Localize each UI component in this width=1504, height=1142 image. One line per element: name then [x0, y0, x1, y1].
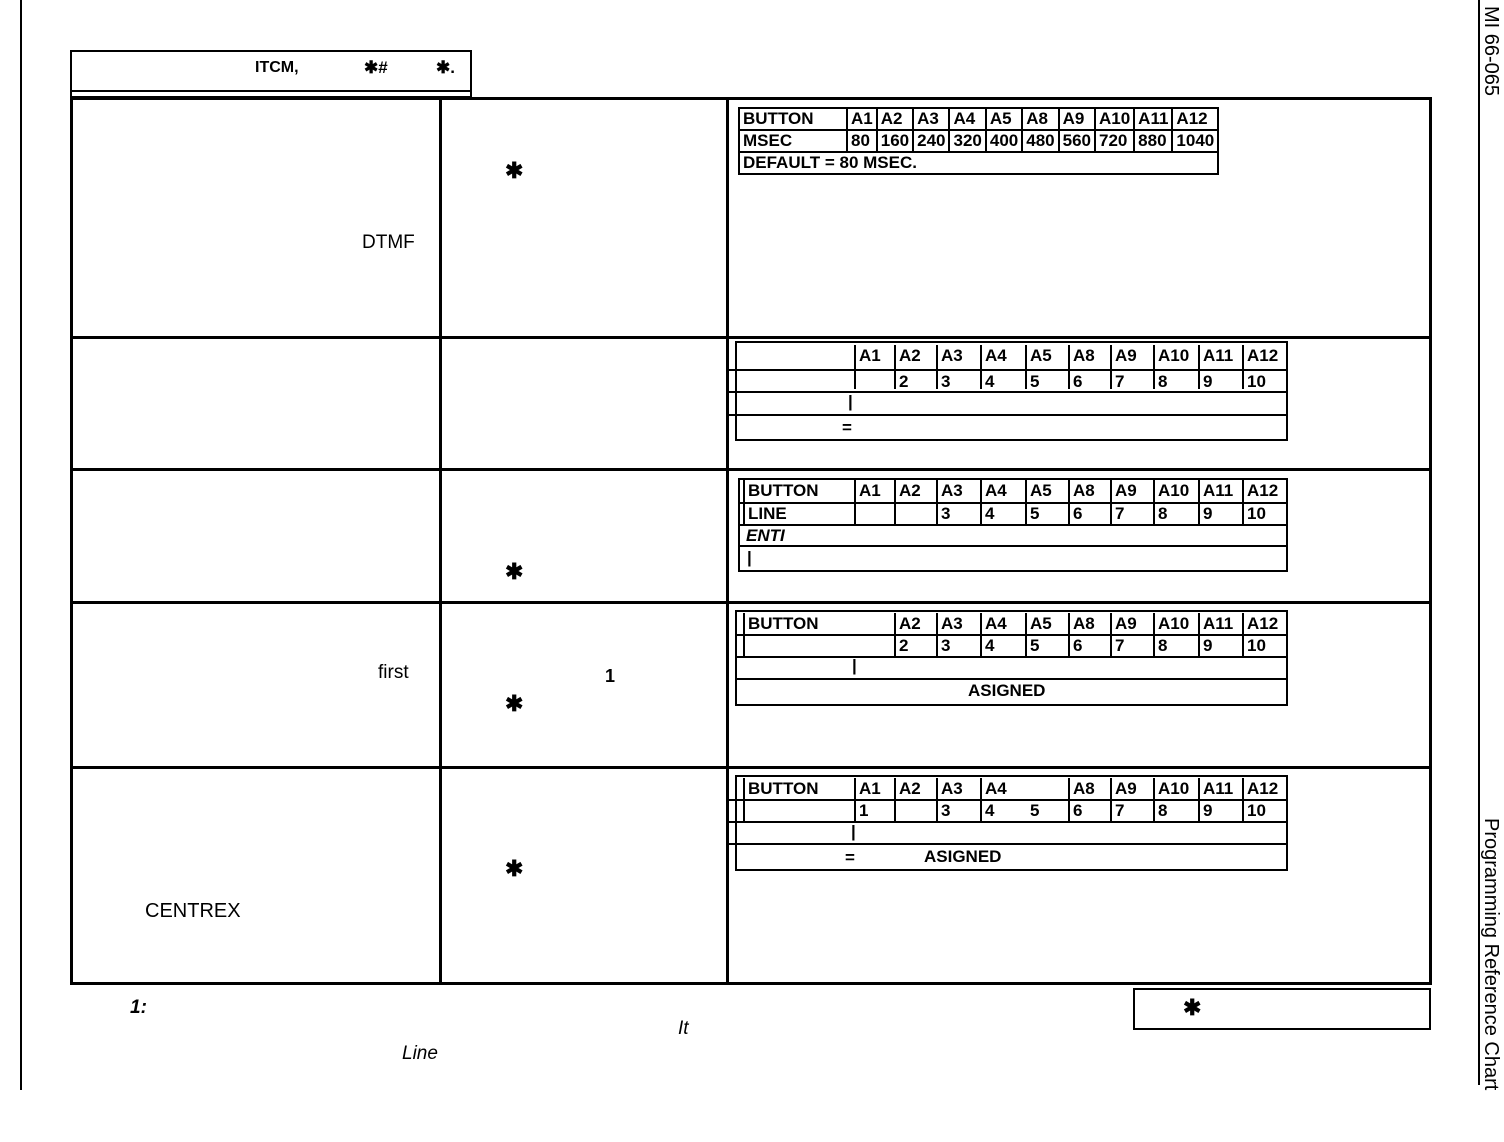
row5-value-0: 1 — [859, 801, 869, 820]
row4-header-8: A11 — [1203, 614, 1234, 633]
r1-v6: 480 — [1022, 130, 1058, 152]
row2-value-7: 9 — [1203, 372, 1213, 391]
row5-header-8: A11 — [1203, 779, 1234, 798]
row2-bar: | — [848, 392, 853, 411]
row3-value-2: 5 — [1030, 504, 1040, 523]
note-it: It — [678, 1018, 689, 1039]
row3-header-10: A12 — [1247, 481, 1279, 500]
row4-bar: | — [852, 656, 857, 675]
footnote-box-top — [1133, 988, 1431, 990]
row5-separator-7 — [1153, 778, 1155, 822]
row4-separator-5 — [1068, 613, 1070, 657]
row2-header-6: A9 — [1115, 346, 1137, 365]
row4-header-6: A9 — [1115, 614, 1137, 633]
row5-separator-3 — [936, 778, 938, 822]
row5-value-7: 9 — [1203, 801, 1213, 820]
row5-separator-9 — [1242, 778, 1244, 822]
row3-separator-7 — [1110, 480, 1112, 524]
row2-separator-5 — [1068, 345, 1070, 389]
r1-h7: A9 — [1059, 108, 1095, 130]
row4-separator-6 — [1110, 613, 1112, 657]
row5-header-2: A2 — [899, 779, 921, 798]
row3-header-8: A10 — [1158, 481, 1190, 500]
row4-value-8: 10 — [1247, 636, 1266, 655]
row5-header-9: A12 — [1247, 779, 1279, 798]
row4-assigned: ASIGNED — [968, 681, 1046, 700]
row5-header-1: A1 — [859, 779, 881, 798]
row5-header-0: BUTTON — [748, 779, 819, 798]
r1-v4: 320 — [949, 130, 985, 152]
row4-value-6: 8 — [1158, 636, 1168, 655]
r1-h10: A12 — [1172, 108, 1218, 130]
row2-equals: = — [842, 418, 852, 437]
header-code-2: ✱. — [436, 58, 455, 77]
column-divider-1 — [439, 97, 442, 985]
row4-header-5: A8 — [1073, 614, 1095, 633]
r1-h3: A3 — [913, 108, 949, 130]
row5-separator-4 — [980, 778, 982, 822]
row2-value-5: 7 — [1115, 372, 1125, 391]
row3-line-2 — [738, 524, 1288, 526]
row2-separator-7 — [1153, 345, 1155, 389]
row2-header-3: A4 — [985, 346, 1007, 365]
left-margin-line — [20, 0, 22, 1090]
row4-first-label: first — [378, 662, 409, 683]
row2-header-1: A2 — [899, 346, 921, 365]
r1-h2: A2 — [877, 108, 913, 130]
row2-separator-8 — [1198, 345, 1200, 389]
row3-line-3 — [738, 545, 1288, 547]
row1-star-icon: ✱ — [505, 158, 524, 183]
row3-header-2: A2 — [899, 481, 921, 500]
row4-header-3: A4 — [985, 614, 1007, 633]
row-divider-1 — [70, 336, 1432, 339]
row2-separator-2 — [936, 345, 938, 389]
row2-separator-6 — [1110, 345, 1112, 389]
side-chart-title: Programming Reference Chart — [1480, 818, 1502, 1091]
row2-header-9: A12 — [1247, 346, 1279, 365]
row5-value-8: 10 — [1247, 801, 1266, 820]
row3-separator-9 — [1198, 480, 1200, 524]
row3-header-5: A5 — [1030, 481, 1052, 500]
row4-separator-2 — [936, 613, 938, 657]
r1-v9: 880 — [1134, 130, 1172, 152]
row3-header-9: A11 — [1203, 481, 1234, 500]
row4-one: 1 — [605, 666, 616, 686]
row3-separator-2 — [894, 480, 896, 524]
row5-value-6: 8 — [1158, 801, 1168, 820]
row2-header-2: A3 — [941, 346, 963, 365]
row2-value-6: 8 — [1158, 372, 1168, 391]
row2-line-1 — [728, 369, 1286, 371]
row3-header-4: A4 — [985, 481, 1007, 500]
r1-v8: 720 — [1095, 130, 1134, 152]
row4-value-7: 9 — [1203, 636, 1213, 655]
header-box-divider — [70, 90, 472, 92]
row5-value-4: 6 — [1073, 801, 1083, 820]
r1-h5: A5 — [986, 108, 1022, 130]
row4-separator-4 — [1025, 613, 1027, 657]
row4-header-1: A2 — [899, 614, 921, 633]
row3-bar: | — [747, 548, 752, 567]
row4-separator-8 — [1198, 613, 1200, 657]
r1-h8: A10 — [1095, 108, 1134, 130]
footnote-star-icon: ✱ — [1183, 995, 1202, 1020]
row2-value-1: 3 — [941, 372, 951, 391]
note-line: Line — [402, 1043, 438, 1064]
row3-value-5: 8 — [1158, 504, 1168, 523]
row3-value-7: 10 — [1247, 504, 1266, 523]
row3-header-0: BUTTON — [748, 481, 819, 500]
row5-value-3: 5 — [1030, 801, 1040, 820]
row3-value-4: 7 — [1115, 504, 1125, 523]
r1-h4: A4 — [949, 108, 985, 130]
row3-separator-4 — [980, 480, 982, 524]
row5-assigned: ASIGNED — [924, 847, 1002, 866]
row5-separator-2 — [894, 778, 896, 822]
row-divider-4 — [70, 766, 1432, 769]
row5-centrex-label: CENTREX — [145, 900, 241, 922]
row-divider-3 — [70, 601, 1432, 604]
r1-v0: MSEC — [739, 130, 847, 152]
row3-separator-3 — [936, 480, 938, 524]
row4-separator-9 — [1242, 613, 1244, 657]
row2-separator-3 — [980, 345, 982, 389]
r1-v1: 80 — [847, 130, 877, 152]
row3-header-3: A3 — [941, 481, 963, 500]
row4-separator-0 — [743, 613, 745, 657]
row2-header-7: A10 — [1158, 346, 1190, 365]
row4-value-2: 4 — [985, 636, 995, 655]
row3-separator-8 — [1153, 480, 1155, 524]
r1-v7: 560 — [1059, 130, 1095, 152]
row3-value-1: 4 — [985, 504, 995, 523]
row3-value-3: 6 — [1073, 504, 1083, 523]
row4-value-5: 7 — [1115, 636, 1125, 655]
r1-v5: 400 — [986, 130, 1022, 152]
row2-separator-4 — [1025, 345, 1027, 389]
row4-star-icon: ✱ — [505, 691, 524, 716]
r1-v2: 160 — [877, 130, 913, 152]
row2-header-4: A5 — [1030, 346, 1052, 365]
row5-bar: | — [851, 822, 856, 841]
row1-button-table — [738, 107, 1219, 175]
row5-line-3 — [728, 843, 1286, 845]
header-itcm: ITCM, — [255, 59, 299, 76]
row5-value-2: 4 — [985, 801, 995, 820]
row4-header-4: A5 — [1030, 614, 1052, 633]
r1-v10: 1040 — [1172, 130, 1218, 152]
r1-h6: A8 — [1022, 108, 1058, 130]
row2-header-8: A11 — [1203, 346, 1234, 365]
row3-separator-0 — [743, 480, 745, 524]
footnote-box — [1133, 988, 1431, 1030]
row4-line-2 — [735, 656, 1288, 658]
row4-header-0: BUTTON — [748, 614, 819, 633]
r1-h9: A11 — [1134, 108, 1172, 130]
row5-separator-0 — [743, 778, 745, 822]
row5-header-3: A3 — [941, 779, 963, 798]
row3-header-1: A1 — [859, 481, 881, 500]
row2-separator-0 — [854, 345, 856, 389]
row4-separator-7 — [1153, 613, 1155, 657]
row2-header-0: A1 — [859, 346, 881, 365]
note-label: 1: — [130, 997, 147, 1018]
row5-separator-1 — [854, 778, 856, 822]
r1-h1: A1 — [847, 108, 877, 130]
row3-header-7: A9 — [1115, 481, 1137, 500]
column-divider-2 — [726, 97, 729, 985]
row2-value-3: 5 — [1030, 372, 1040, 391]
row-divider-2 — [70, 468, 1432, 471]
row5-line-2 — [728, 821, 1286, 823]
side-doc-id: MI 66-065 — [1480, 6, 1502, 97]
row3-separator-1 — [854, 480, 856, 524]
row2-header-5: A8 — [1073, 346, 1095, 365]
row5-star-icon: ✱ — [505, 856, 524, 881]
row5-equals: = — [845, 848, 855, 867]
row3-entry-label: ENTI — [746, 526, 785, 545]
row4-header-2: A3 — [941, 614, 963, 633]
row2-separator-9 — [1242, 345, 1244, 389]
row4-header-7: A10 — [1158, 614, 1190, 633]
row5-separator-6 — [1110, 778, 1112, 822]
row3-value-0: 3 — [941, 504, 951, 523]
row4-value-3: 5 — [1030, 636, 1040, 655]
row3-separator-6 — [1068, 480, 1070, 524]
r1-h0: BUTTON — [739, 108, 847, 130]
header-code-1: ✱# — [364, 58, 388, 77]
row4-value-4: 6 — [1073, 636, 1083, 655]
row2-value-0: 2 — [899, 372, 909, 391]
row5-header-5: A8 — [1073, 779, 1095, 798]
row5-header-6: A9 — [1115, 779, 1137, 798]
row3-star-icon: ✱ — [505, 559, 524, 584]
row2-separator-1 — [894, 345, 896, 389]
row1-dtmf-label: DTMF — [362, 232, 415, 253]
row5-value-1: 3 — [941, 801, 951, 820]
r1-v3: 240 — [913, 130, 949, 152]
row2-value-8: 10 — [1247, 372, 1266, 391]
row5-separator-8 — [1198, 778, 1200, 822]
row5-header-7: A10 — [1158, 779, 1190, 798]
row3-separator-5 — [1025, 480, 1027, 524]
row3-header-6: A8 — [1073, 481, 1095, 500]
row4-value-0: 2 — [899, 636, 909, 655]
row3-value-6: 9 — [1203, 504, 1213, 523]
row4-header-9: A12 — [1247, 614, 1279, 633]
row5-separator-5 — [1068, 778, 1070, 822]
row4-value-1: 3 — [941, 636, 951, 655]
row2-value-4: 6 — [1073, 372, 1083, 391]
row4-separator-1 — [894, 613, 896, 657]
row5-header-4: A4 — [985, 779, 1007, 798]
row5-value-5: 7 — [1115, 801, 1125, 820]
row4-line-3 — [735, 678, 1288, 680]
row4-separator-3 — [980, 613, 982, 657]
r1-default: DEFAULT = 80 MSEC. — [739, 152, 1218, 174]
row3-separator-10 — [1242, 480, 1244, 524]
row3-line-label: LINE — [748, 504, 787, 523]
row2-value-2: 4 — [985, 372, 995, 391]
row2-line-3 — [728, 414, 1286, 416]
